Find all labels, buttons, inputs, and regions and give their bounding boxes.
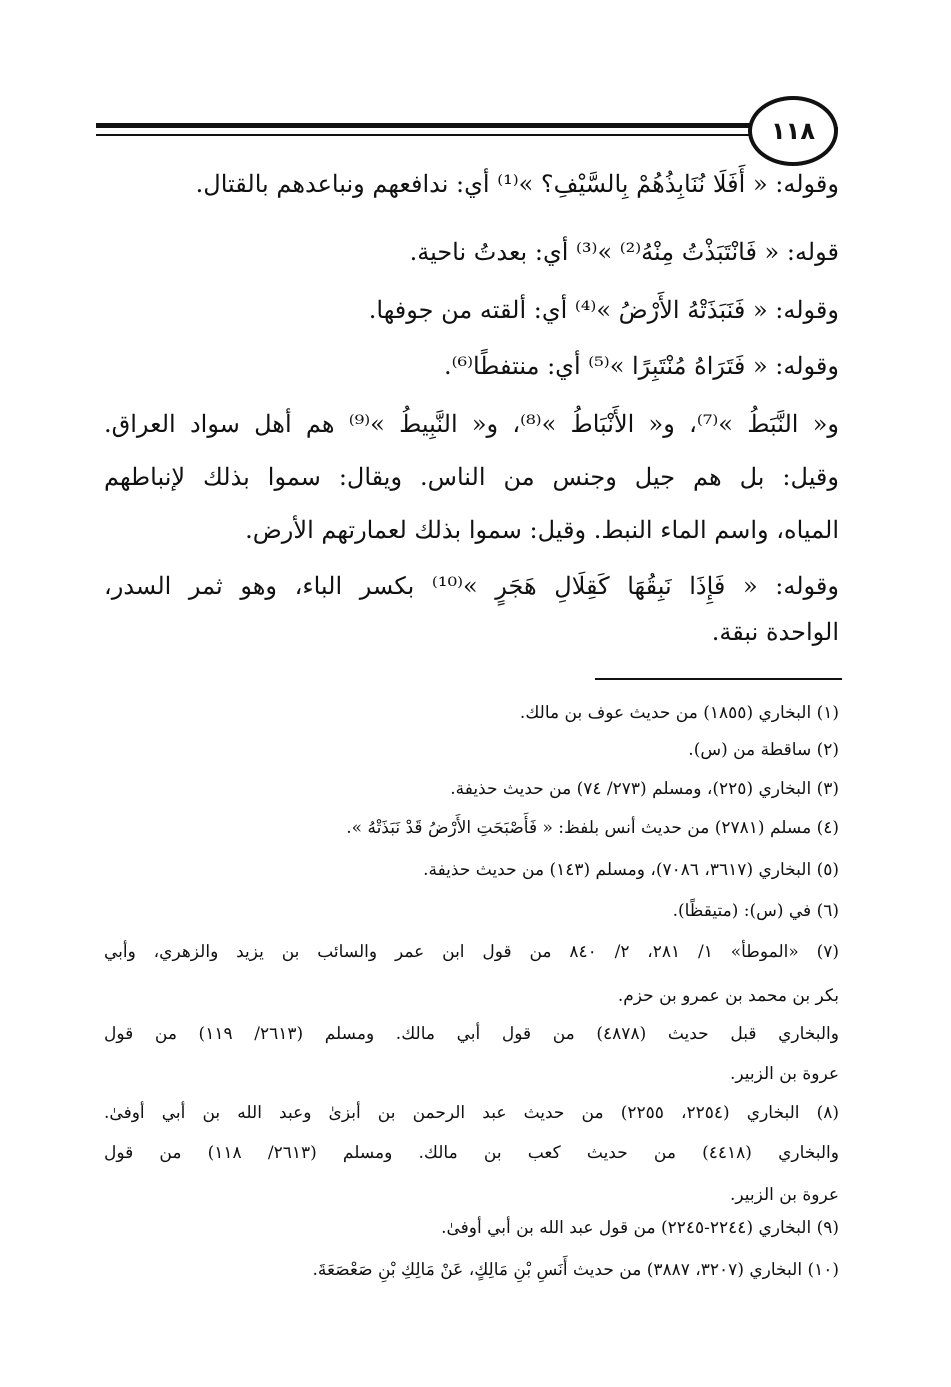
footnote-continuation: بكر بن محمد بن عمرو بن حزم. [617,986,839,1006]
footnote-continuation: عروة بن الزبير. [729,1185,839,1205]
page-number: ١١٨ [748,96,838,166]
body-line: قوله: « فَانْتَبَذْتُ مِنْهُ⁽²⁾ »⁽³⁾ أي: بعدتُ ناحية. [409,238,839,266]
body-line: وقوله: « فَنَبَذَتْهُ الأَرْضُ »⁽⁴⁾ أي: ألقته من جوفها. [368,296,839,324]
footnote: (٨) البخاري (٢٢٥٤، ٢٢٥٥) من حديث عبد الرحمن بن أبزىٰ وعبد الله بن أبي أوفىٰ. [104,1103,840,1123]
footnote: (٩) البخاري (٢٢٤٤-٢٢٤٥) من قول عبد الله بن أبي أوفىٰ. [441,1218,839,1238]
header-rule-thin [96,134,752,136]
footnote: (٣) البخاري (٢٢٥)، ومسلم (٢٧٣/ ٧٤) من حديث حذيفة. [450,779,839,799]
footnote: (٤) مسلم (٢٧٨١) من حديث أنس بلفظ: « فَأَصْبَحَتِ الأَرْضُ قَدْ نَبَذَتْهُ ». [346,818,839,838]
footnote: (١) البخاري (١٨٥٥) من حديث عوف بن مالك. [519,703,839,723]
body-line: الواحدة نبقة. [711,618,839,646]
body-line: وقيل: بل هم جيل وجنس من الناس. ويقال: سموا بذلك لإنباطهم [104,463,839,491]
footnote: (١٠) البخاري (٣٢٠٧، ٣٨٨٧) من حديث أَنَسِ بْنِ مَالِكٍ، عَنْ مَالِكِ بْنِ صَعْصَعَةَ. [312,1260,839,1280]
body-line: وقوله: « فَتَرَاهُ مُنْتَبِرًا »⁽⁵⁾ أي: منتفطًا⁽⁶⁾. [443,352,839,380]
body-line: المياه، واسم الماء النبط. وقيل: سموا بذلك لعمارتهم الأرض. [245,516,839,544]
footnote: (٧) «الموطأ» ١/ ٢٨١، ٢/ ٨٤٠ من قول ابن عمر والسائب بن يزيد والزهري، وأبي [104,942,839,962]
footnote-continuation: عروة بن الزبير. [729,1064,839,1084]
footnote: (٥) البخاري (٣٦١٧، ٧٠٨٦)، ومسلم (١٤٣) من حديث حذيفة. [423,860,839,880]
body-line: وقوله: « فَإِذَا نَبِقُهَا كَقِلَالِ هَجَرٍ »⁽¹⁰⁾ بكسر الباء، وهو ثمر السدر، [104,572,839,600]
body-line: وقوله: « أَفَلَا نُنَابِذُهُمْ بِالسَّيْفِ؟ »⁽¹⁾ أي: ندافعهم ونباعدهم بالقتال. [195,170,839,198]
footnote: (٢) ساقطة من (س). [688,740,839,760]
header-rule [96,123,752,128]
footnote-continuation: والبخاري (٤٤١٨) من حديث كعب بن مالك. ومسلم (٢٦١٣/ ١١٨) من قول [104,1143,839,1163]
footnote-continuation: والبخاري قبل حديث (٤٨٧٨) من قول أبي مالك. ومسلم (٢٦١٣/ ١١٩) من قول [104,1024,839,1044]
footnote-separator [595,678,842,680]
footnote: (٦) في (س): (متيقظًا). [672,901,839,921]
body-line: و« النَّبَطُ »⁽⁷⁾، و« الأَنْبَاطُ »⁽⁸⁾، و« النَّبِيطُ »⁽⁹⁾ هم أهل سواد العراق. [104,410,839,438]
